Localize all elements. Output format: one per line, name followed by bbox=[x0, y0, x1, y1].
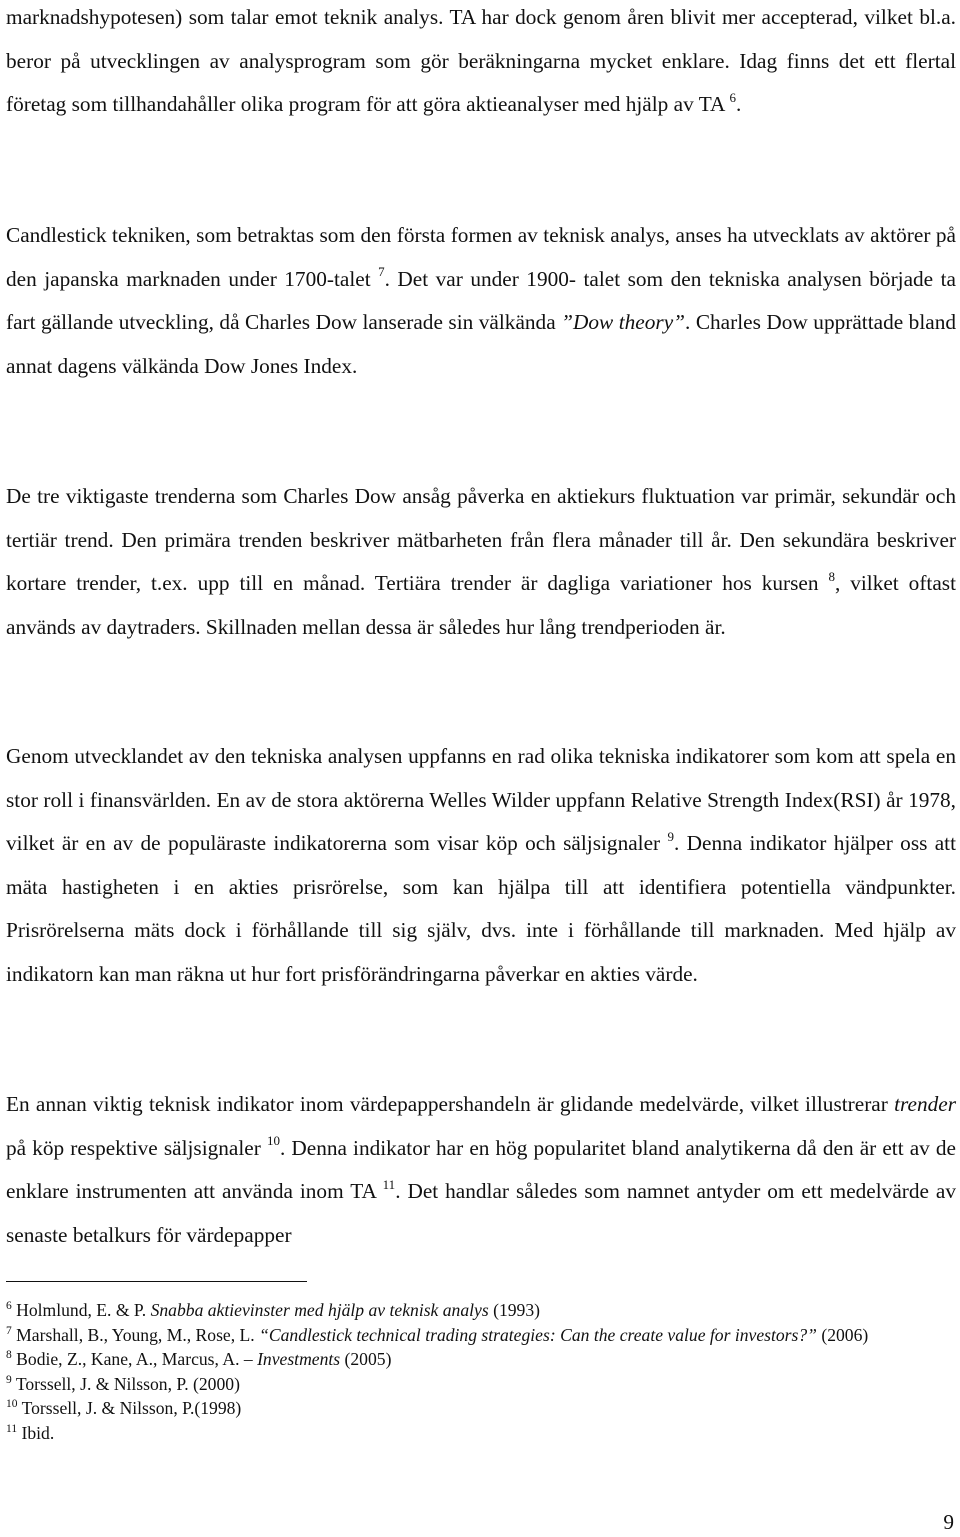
footnote-ref: 9 bbox=[667, 828, 674, 844]
footnote-authors: Ibid. bbox=[21, 1422, 55, 1443]
paragraph-text: . Det var under 1900- talet som den tekniska analysen började ta fart gällande utveckling, då Charles Dow lanserade sin välkända bbox=[6, 266, 956, 334]
footnote-ref: 7 bbox=[378, 264, 385, 280]
footnote-ref: 8 bbox=[828, 568, 835, 584]
footnote-authors: Torssell, J. & Nilsson, P.(1998) bbox=[21, 1398, 242, 1418]
footnote-ref: 11 bbox=[382, 1176, 396, 1192]
footnote-divider bbox=[6, 1281, 307, 1282]
trender-italic: trender bbox=[894, 1092, 956, 1116]
paragraph-candlestick bbox=[6, 214, 956, 388]
paragraph-dow-trends bbox=[6, 475, 956, 649]
footnote-8 bbox=[6, 1347, 956, 1372]
footnote-number: 7 bbox=[6, 1324, 12, 1337]
page-number: 9 bbox=[943, 1510, 954, 1534]
paragraph-moving-average bbox=[6, 1083, 956, 1257]
paragraph-text: . Charles Dow upprättade bland annat dagens välkända Dow Jones Index. bbox=[6, 310, 957, 378]
footnote-number: 11 bbox=[6, 1422, 18, 1435]
footnote-title: Investments bbox=[257, 1349, 341, 1369]
footnote-6 bbox=[6, 1298, 956, 1323]
footnote-authors: Bodie, Z., Kane, A., Marcus, A. – bbox=[16, 1349, 258, 1369]
paragraph-text: Genom utvecklandet av den tekniska analysen uppfanns en rad olika tekniska indikatorer som kom att spela en stor roll i finansvärlden. En av de stora aktörerna Welles Wilder uppfann Relative Strength Index(RSI) år 1978, vilket är en av de populäraste indikatorerna som visar köp och säljsignaler bbox=[6, 744, 956, 855]
footnote-title: Snabba aktievinster med hjälp av teknisk analys bbox=[150, 1300, 489, 1320]
footnote-10 bbox=[6, 1396, 956, 1421]
footnote-authors: Torssell, J. & Nilsson, P. (2000) bbox=[15, 1373, 240, 1394]
paragraph-text: marknadshypotesen) som talar emot teknik analys. TA har dock genom åren blivit mer accepterad, vilket bl.a. beror på utvecklingen av analysprogram som gör beräkningarna mycket enklare. Idag finns det ett flertal företag som tillhandahåller olika program för att göra aktieanalyser med hjälp av TA bbox=[6, 5, 956, 116]
footnote-ref: 10 bbox=[266, 1133, 280, 1149]
paragraph-text: på köp respektive säljsignaler bbox=[6, 1135, 261, 1160]
footnote-title: “Candlestick technical trading strategies: Can the create value for investors?” bbox=[259, 1324, 817, 1345]
footnote-number: 10 bbox=[6, 1398, 18, 1411]
footnote-year: (2005) bbox=[340, 1349, 392, 1369]
paragraph-text: . bbox=[736, 92, 742, 116]
footnote-year: (2006) bbox=[816, 1324, 869, 1345]
footnote-authors: Marshall, B., Young, M., Rose, L. bbox=[16, 1324, 260, 1345]
footnote-number: 8 bbox=[6, 1349, 12, 1362]
paragraph-text: . Denna indikator hjälper oss att mäta hastigheten i en akties prisrörelse, som kan hjälpa till att identifiera potentiella vändpunkter. Prisrörelserna mäts dock i förhållande till sig själv, dvs. inte i förhållande till marknaden. Med hjälp av indikatorn kan man räkna ut hur fort prisförändringarna påverkar en akties värde. bbox=[6, 831, 956, 986]
paragraph-text: , vilket oftast används av daytraders. Skillnaden mellan dessa är således hur lång trendperioden är. bbox=[6, 571, 956, 639]
footnote-7 bbox=[6, 1323, 956, 1348]
footnote-number: 6 bbox=[6, 1300, 12, 1313]
paragraph-rsi bbox=[6, 735, 956, 996]
paragraph-text: . Denna indikator har en hög popularitet bland analytikerna då den är ett av de enklare instrumenten att använda inom TA bbox=[6, 1135, 957, 1203]
footnote-ref: 6 bbox=[729, 89, 737, 105]
paragraph-text: Candlestick tekniken, som betraktas som den första formen av teknisk analys, anses ha utvecklats av aktörer på den japanska marknaden under 1700-talet bbox=[6, 223, 956, 291]
footnote-authors: Holmlund, E. & P. bbox=[16, 1300, 151, 1320]
footnote-number: 9 bbox=[6, 1373, 12, 1386]
paragraph-ta-acceptance bbox=[6, 0, 956, 127]
footnotes bbox=[6, 1298, 956, 1445]
paragraph-text: De tre viktigaste trenderna som Charles Dow ansåg påverka en aktiekurs fluktuation var primär, sekundär och tertiär trend. Den primära trenden beskriver mätbarheten från flera månader till år. Den sekundära beskriver kortare trender, t.ex. upp till en månad. Tertiära trender är dagliga variationer hos kursen bbox=[6, 484, 956, 595]
footnote-year: (1993) bbox=[488, 1300, 541, 1320]
footnote-9 bbox=[6, 1372, 956, 1397]
paragraph-text: . Det handlar således som namnet antyder om ett medelvärde av senaste betalkurs för värdepapper bbox=[6, 1179, 957, 1247]
paragraph-text: En annan viktig teknisk indikator inom värdepappershandeln är glidande medelvärde, vilket illustrerar bbox=[6, 1092, 895, 1116]
footnote-11 bbox=[6, 1421, 956, 1446]
dow-theory-italic: ”Dow theory” bbox=[561, 310, 685, 334]
